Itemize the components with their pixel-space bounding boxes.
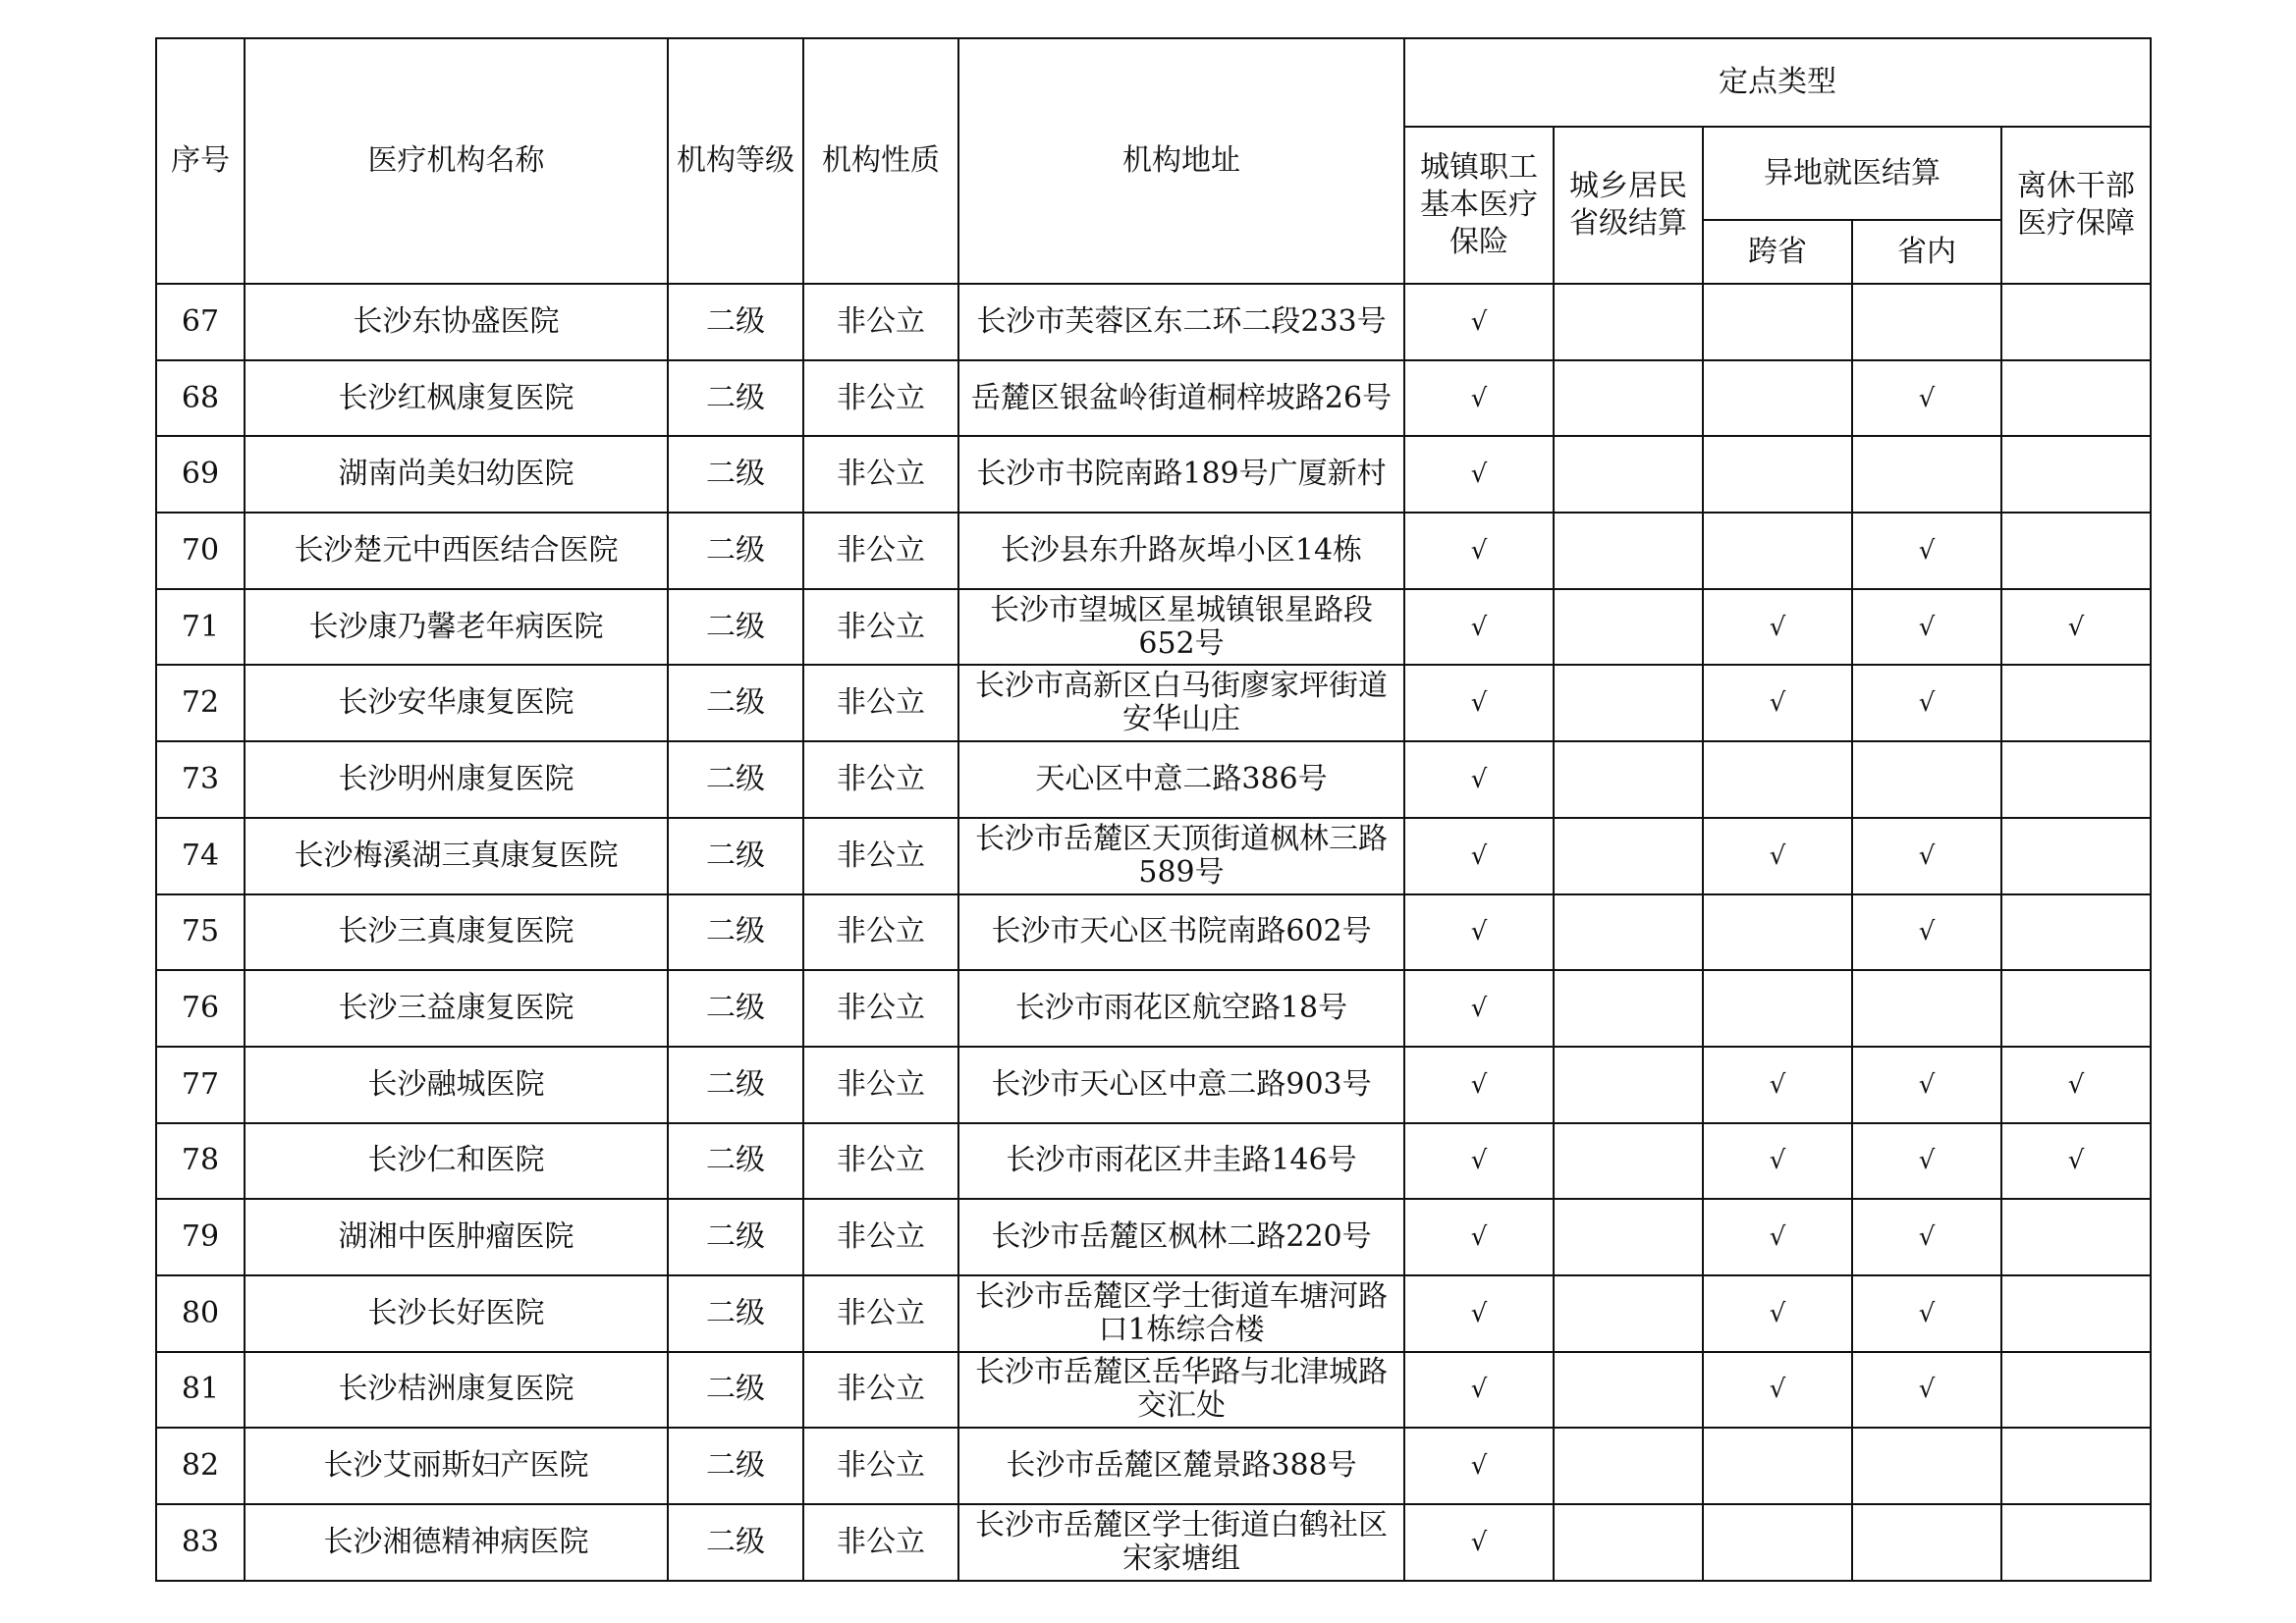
cell-address: 长沙市岳麓区天顶街道枫林三路589号 — [958, 818, 1404, 894]
cell-cross-province: √ — [1703, 1352, 1852, 1429]
cell-name: 长沙东协盛医院 — [245, 284, 668, 360]
table-row — [156, 970, 2151, 1047]
cell-index: 80 — [156, 1275, 245, 1352]
cell-nature: 非公立 — [803, 1352, 958, 1429]
cell-name: 长沙明州康复医院 — [245, 741, 668, 818]
cell-index: 67 — [156, 284, 245, 360]
cell-address: 长沙市岳麓区学士街道白鹤社区宋家塘组 — [958, 1504, 1404, 1581]
table-row — [156, 1047, 2151, 1123]
cell-address: 长沙市天心区中意二路903号 — [958, 1047, 1404, 1123]
cell-cross-province — [1703, 360, 1852, 437]
cell-level: 二级 — [668, 970, 803, 1047]
cell-address: 长沙市高新区白马街廖家坪街道安华山庄 — [958, 665, 1404, 741]
cell-retired-cadre — [2001, 1428, 2151, 1504]
cell-in-province — [1852, 1504, 2001, 1581]
cell-address: 岳麓区银盆岭街道桐梓坡路26号 — [958, 360, 1404, 437]
cell-resident-settlement — [1554, 436, 1703, 513]
cell-index: 79 — [156, 1199, 245, 1275]
table-row — [156, 741, 2151, 818]
cell-cross-province — [1703, 970, 1852, 1047]
cell-retired-cadre — [2001, 1199, 2151, 1275]
cell-nature: 非公立 — [803, 1047, 958, 1123]
table-row — [156, 1275, 2151, 1352]
cell-index: 68 — [156, 360, 245, 437]
cell-level: 二级 — [668, 1352, 803, 1429]
cell-resident-settlement — [1554, 360, 1703, 437]
cell-name: 长沙三真康复医院 — [245, 894, 668, 971]
cell-address: 长沙市芙蓉区东二环二段233号 — [958, 284, 1404, 360]
cell-level: 二级 — [668, 284, 803, 360]
header-resident-settlement: 城乡居民省级结算 — [1554, 127, 1703, 284]
header-remote-settlement: 异地就医结算 — [1703, 127, 2001, 220]
cell-name: 长沙康乃馨老年病医院 — [245, 589, 668, 666]
cell-index: 70 — [156, 513, 245, 589]
cell-retired-cadre: √ — [2001, 589, 2151, 666]
cell-resident-settlement — [1554, 513, 1703, 589]
cell-nature: 非公立 — [803, 436, 958, 513]
cell-address: 长沙市岳麓区麓景路388号 — [958, 1428, 1404, 1504]
table-row — [156, 436, 2151, 513]
cell-nature: 非公立 — [803, 1275, 958, 1352]
cell-employee-insurance: √ — [1404, 1504, 1554, 1581]
cell-name: 长沙楚元中西医结合医院 — [245, 513, 668, 589]
cell-in-province — [1852, 970, 2001, 1047]
cell-index: 71 — [156, 589, 245, 666]
cell-address: 长沙市岳麓区学士街道车塘河路口1栋综合楼 — [958, 1275, 1404, 1352]
cell-cross-province — [1703, 284, 1852, 360]
table-row — [156, 1123, 2151, 1200]
cell-nature: 非公立 — [803, 970, 958, 1047]
cell-cross-province — [1703, 513, 1852, 589]
cell-nature: 非公立 — [803, 1123, 958, 1200]
cell-resident-settlement — [1554, 894, 1703, 971]
cell-retired-cadre — [2001, 284, 2151, 360]
header-level: 机构等级 — [668, 38, 803, 284]
cell-cross-province: √ — [1703, 1047, 1852, 1123]
cell-nature: 非公立 — [803, 1504, 958, 1581]
cell-employee-insurance: √ — [1404, 1428, 1554, 1504]
cell-resident-settlement — [1554, 1428, 1703, 1504]
table-body — [156, 284, 2151, 1581]
cell-index: 83 — [156, 1504, 245, 1581]
cell-index: 78 — [156, 1123, 245, 1200]
cell-nature: 非公立 — [803, 1199, 958, 1275]
cell-resident-settlement — [1554, 1047, 1703, 1123]
cell-address: 长沙市雨花区航空路18号 — [958, 970, 1404, 1047]
cell-address: 长沙市雨花区井圭路146号 — [958, 1123, 1404, 1200]
cell-index: 75 — [156, 894, 245, 971]
cell-level: 二级 — [668, 1199, 803, 1275]
cell-nature: 非公立 — [803, 894, 958, 971]
cell-resident-settlement — [1554, 818, 1703, 894]
cell-employee-insurance: √ — [1404, 513, 1554, 589]
header-index: 序号 — [156, 38, 245, 284]
cell-resident-settlement — [1554, 741, 1703, 818]
cell-cross-province: √ — [1703, 1275, 1852, 1352]
cell-name: 长沙融城医院 — [245, 1047, 668, 1123]
header-cross-province: 跨省 — [1703, 220, 1852, 284]
cell-cross-province — [1703, 894, 1852, 971]
cell-employee-insurance: √ — [1404, 818, 1554, 894]
cell-in-province — [1852, 741, 2001, 818]
cell-cross-province: √ — [1703, 818, 1852, 894]
table-row — [156, 1352, 2151, 1429]
cell-retired-cadre — [2001, 665, 2151, 741]
cell-index: 81 — [156, 1352, 245, 1429]
cell-retired-cadre — [2001, 741, 2151, 818]
cell-cross-province: √ — [1703, 589, 1852, 666]
table-row — [156, 1504, 2151, 1581]
cell-address: 长沙市天心区书院南路602号 — [958, 894, 1404, 971]
table-row — [156, 1199, 2151, 1275]
cell-index: 73 — [156, 741, 245, 818]
cell-cross-province — [1703, 436, 1852, 513]
cell-index: 77 — [156, 1047, 245, 1123]
cell-address: 长沙市岳麓区枫林二路220号 — [958, 1199, 1404, 1275]
cell-level: 二级 — [668, 894, 803, 971]
cell-employee-insurance: √ — [1404, 665, 1554, 741]
cell-level: 二级 — [668, 1275, 803, 1352]
table-row — [156, 1428, 2151, 1504]
cell-address: 长沙市岳麓区岳华路与北津城路交汇处 — [958, 1352, 1404, 1429]
cell-resident-settlement — [1554, 589, 1703, 666]
cell-in-province — [1852, 436, 2001, 513]
table-row — [156, 665, 2151, 741]
cell-retired-cadre — [2001, 818, 2151, 894]
cell-in-province — [1852, 1428, 2001, 1504]
cell-cross-province — [1703, 1504, 1852, 1581]
cell-name: 长沙桔洲康复医院 — [245, 1352, 668, 1429]
cell-nature: 非公立 — [803, 665, 958, 741]
cell-cross-province: √ — [1703, 1199, 1852, 1275]
header-name: 医疗机构名称 — [245, 38, 668, 284]
cell-in-province: √ — [1852, 1199, 2001, 1275]
cell-cross-province — [1703, 1428, 1852, 1504]
header-address: 机构地址 — [958, 38, 1404, 284]
cell-in-province: √ — [1852, 1047, 2001, 1123]
cell-retired-cadre — [2001, 894, 2151, 971]
header-employee-insurance: 城镇职工基本医疗保险 — [1404, 127, 1554, 284]
cell-name: 长沙长好医院 — [245, 1275, 668, 1352]
cell-retired-cadre — [2001, 1275, 2151, 1352]
cell-name: 长沙红枫康复医院 — [245, 360, 668, 437]
cell-retired-cadre — [2001, 970, 2151, 1047]
cell-employee-insurance: √ — [1404, 1047, 1554, 1123]
header-retired-cadre: 离休干部医疗保障 — [2001, 127, 2151, 284]
cell-cross-province — [1703, 741, 1852, 818]
header-nature: 机构性质 — [803, 38, 958, 284]
cell-nature: 非公立 — [803, 284, 958, 360]
cell-nature: 非公立 — [803, 360, 958, 437]
cell-level: 二级 — [668, 665, 803, 741]
cell-employee-insurance: √ — [1404, 1123, 1554, 1200]
cell-nature: 非公立 — [803, 513, 958, 589]
cell-level: 二级 — [668, 513, 803, 589]
cell-index: 82 — [156, 1428, 245, 1504]
cell-address: 长沙市望城区星城镇银星路段652号 — [958, 589, 1404, 666]
cell-level: 二级 — [668, 589, 803, 666]
cell-employee-insurance: √ — [1404, 970, 1554, 1047]
cell-retired-cadre: √ — [2001, 1123, 2151, 1200]
cell-in-province: √ — [1852, 1123, 2001, 1200]
table-row — [156, 360, 2151, 437]
cell-level: 二级 — [668, 436, 803, 513]
cell-name: 长沙艾丽斯妇产医院 — [245, 1428, 668, 1504]
cell-name: 长沙三益康复医院 — [245, 970, 668, 1047]
cell-in-province: √ — [1852, 1352, 2001, 1429]
cell-employee-insurance: √ — [1404, 741, 1554, 818]
cell-employee-insurance: √ — [1404, 360, 1554, 437]
cell-retired-cadre — [2001, 1352, 2151, 1429]
cell-in-province: √ — [1852, 665, 2001, 741]
cell-employee-insurance: √ — [1404, 894, 1554, 971]
cell-name: 长沙湘德精神病医院 — [245, 1504, 668, 1581]
cell-retired-cadre — [2001, 513, 2151, 589]
cell-name: 长沙安华康复医院 — [245, 665, 668, 741]
cell-address: 长沙市书院南路189号广厦新村 — [958, 436, 1404, 513]
cell-index: 74 — [156, 818, 245, 894]
cell-resident-settlement — [1554, 1123, 1703, 1200]
cell-employee-insurance: √ — [1404, 1275, 1554, 1352]
cell-retired-cadre: √ — [2001, 1047, 2151, 1123]
cell-nature: 非公立 — [803, 741, 958, 818]
cell-level: 二级 — [668, 741, 803, 818]
cell-level: 二级 — [668, 1428, 803, 1504]
cell-resident-settlement — [1554, 1199, 1703, 1275]
cell-index: 76 — [156, 970, 245, 1047]
cell-level: 二级 — [668, 360, 803, 437]
table-row — [156, 894, 2151, 971]
cell-in-province — [1852, 284, 2001, 360]
table-row — [156, 589, 2151, 666]
cell-employee-insurance: √ — [1404, 284, 1554, 360]
cell-resident-settlement — [1554, 1352, 1703, 1429]
cell-employee-insurance: √ — [1404, 436, 1554, 513]
cell-name: 长沙梅溪湖三真康复医院 — [245, 818, 668, 894]
table-row — [156, 513, 2151, 589]
cell-in-province: √ — [1852, 894, 2001, 971]
cell-retired-cadre — [2001, 1504, 2151, 1581]
table-row — [156, 284, 2151, 360]
cell-level: 二级 — [668, 1047, 803, 1123]
cell-retired-cadre — [2001, 360, 2151, 437]
cell-cross-province: √ — [1703, 1123, 1852, 1200]
hospital-table — [155, 37, 2152, 1582]
table-row — [156, 818, 2151, 894]
cell-name: 湖南尚美妇幼医院 — [245, 436, 668, 513]
cell-in-province: √ — [1852, 1275, 2001, 1352]
cell-name: 长沙仁和医院 — [245, 1123, 668, 1200]
cell-resident-settlement — [1554, 284, 1703, 360]
cell-level: 二级 — [668, 818, 803, 894]
cell-index: 72 — [156, 665, 245, 741]
cell-cross-province: √ — [1703, 665, 1852, 741]
cell-nature: 非公立 — [803, 818, 958, 894]
cell-nature: 非公立 — [803, 589, 958, 666]
cell-employee-insurance: √ — [1404, 1199, 1554, 1275]
header-designated-type: 定点类型 — [1404, 38, 2151, 127]
cell-in-province: √ — [1852, 818, 2001, 894]
cell-retired-cadre — [2001, 436, 2151, 513]
cell-in-province: √ — [1852, 589, 2001, 666]
cell-resident-settlement — [1554, 665, 1703, 741]
cell-level: 二级 — [668, 1123, 803, 1200]
cell-resident-settlement — [1554, 1275, 1703, 1352]
header-in-province: 省内 — [1852, 220, 2001, 284]
cell-index: 69 — [156, 436, 245, 513]
cell-employee-insurance: √ — [1404, 589, 1554, 666]
cell-in-province: √ — [1852, 513, 2001, 589]
cell-address: 天心区中意二路386号 — [958, 741, 1404, 818]
cell-employee-insurance: √ — [1404, 1352, 1554, 1429]
cell-in-province: √ — [1852, 360, 2001, 437]
cell-level: 二级 — [668, 1504, 803, 1581]
cell-name: 湖湘中医肿瘤医院 — [245, 1199, 668, 1275]
cell-address: 长沙县东升路灰埠小区14栋 — [958, 513, 1404, 589]
cell-resident-settlement — [1554, 1504, 1703, 1581]
cell-resident-settlement — [1554, 970, 1703, 1047]
cell-nature: 非公立 — [803, 1428, 958, 1504]
